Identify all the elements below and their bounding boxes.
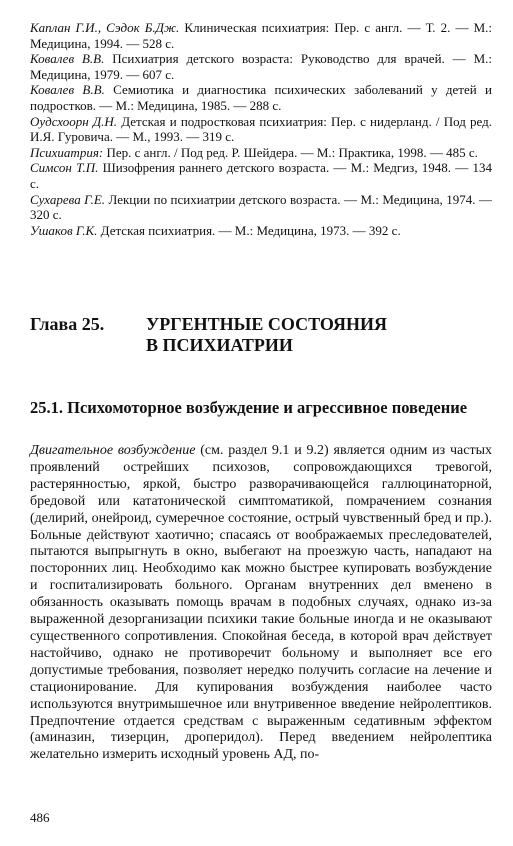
reference-text: Психиатрия детского возраста: Руководство для врачей. — М.: Медицина, 1979. — 607 с.	[30, 51, 492, 82]
reference-text: Семиотика и диагностика психических заболеваний у детей и подростков. — М.: Медицина, 1985. — 288 с.	[30, 82, 492, 113]
reference-author: Ушаков Г.К.	[30, 222, 98, 238]
reference-item	[30, 114, 492, 145]
chapter-title	[146, 314, 476, 356]
reference-text: Детская и подростковая психиатрия: Пер. с нидерланд. / Под ред. И.Я. Гуровича. — М., 1993. — 319 с.	[30, 113, 493, 145]
reference-item	[30, 192, 492, 223]
reference-author: Каплан Г.И., Сэдок Б.Дж.	[30, 20, 180, 35]
bibliography	[30, 20, 492, 238]
reference-author: Ковалев В.В.	[30, 51, 105, 67]
reference-author: Ковалев В.В.	[30, 82, 105, 98]
reference-item	[30, 51, 492, 82]
page-number: 486	[30, 810, 50, 825]
reference-item	[30, 160, 492, 191]
body-paragraph	[30, 443, 492, 764]
reference-text: Пер. с англ. / Под ред. Р. Шейдера. — М.: Практика, 1998. — 485 с.	[103, 144, 478, 160]
reference-author: Сухарева Г.Е.	[30, 191, 106, 207]
reference-author: Симсон Т.П.	[30, 160, 99, 176]
reference-text: Клиническая психиатрия: Пер. с англ. — Т. 2. — М.: Медицина, 1994. — 528 с.	[30, 20, 492, 51]
reference-text: Детская психиатрия. — М.: Медицина, 1973. — 392 с.	[97, 222, 401, 238]
chapter-number: Глава 25.	[30, 314, 105, 334]
chapter-title-line-2: В ПСИХИАТРИИ	[146, 335, 293, 355]
reference-text: Лекции по психиатрии детского возраста. — М.: Медицина, 1974. — 320 с.	[30, 191, 492, 223]
body-text: (см. раздел 9.1 и 9.2) является одним из частых проявлений острейших психозов, сопровождающихся тревогой, растерянностью, яркой, быстро разворачивающейся галлюцинаторной, бредовой или кататонической симптоматикой, помрачением сознания (делирий, онейроид, сумеречное состояние, острый чувственный бред и пр.). Больные действуют хаотично; спасаясь от воображаемых преследователей, пытаются выпрыгнуть в окно, выбегают на проезжую часть, нападают на посторонних лиц. Необходимо как можно быстрее купировать возбуждение и госпитализировать больного. Органам внутренних дел вменено в обязанность оказывать помощь врачам в подобных случаях, однако из-за выраженной дезорганизации психики такие больные иногда и не оказывают существенного сопротивления. Спокойная беседа, в которой врач действует настойчиво, однако не противоречит больному и выполняет все его допустимые требования, позволяет нередко получить согласие на лечение и стационирование. Для купирования возбуждения наиболее часто используются внутримышечное или внутривенное введение нейролептиков. Предпочтение отдается средствам с выраженным седативным эффектом (аминазин, тизерцин, дроперидол). Перед введением нейролептика желательно измерить исходный уровень АД, по-	[30, 443, 492, 763]
reference-item	[30, 82, 492, 113]
reference-author: Оудсхоорн Д.Н.	[30, 113, 118, 129]
reference-item	[30, 223, 492, 239]
section-heading: 25.1. Психомоторное возбуждение и агрессивное поведение	[30, 398, 468, 417]
reference-item	[30, 145, 492, 161]
chapter-title-line-1: УРГЕНТНЫЕ СОСТОЯНИЯ	[146, 314, 387, 334]
reference-item	[30, 20, 492, 51]
reference-text: Шизофрения раннего детского возраста. — М.: Медгиз, 1948. — 134 с.	[30, 160, 492, 191]
reference-author: Психиатрия:	[30, 144, 104, 160]
body-term: Двигательное возбуждение	[30, 443, 196, 458]
